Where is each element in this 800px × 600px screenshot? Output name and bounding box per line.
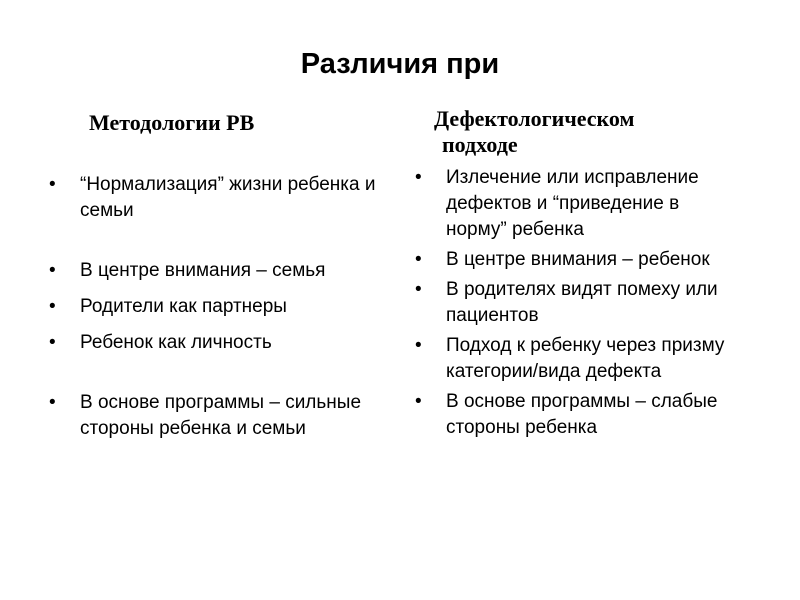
list-item-text: В центре внимания – ребенок — [446, 249, 710, 270]
slide-title: Различия при — [300, 48, 500, 80]
list-item-text: Излечение или исправление дефектов и “приведение в норму” ребенка — [446, 167, 699, 240]
list-item — [413, 277, 743, 329]
right-heading-line1: Дефектологическом — [434, 106, 635, 131]
list-item-text: В центре внимания – семья — [80, 260, 326, 281]
bullet-icon: • — [415, 249, 422, 270]
list-item — [413, 247, 743, 273]
list-item-text: В родителях видят помеху или пациентов — [446, 279, 718, 326]
list-item-text: “Нормализация” жизни ребенка и семьи — [80, 174, 376, 221]
list-item — [47, 258, 387, 284]
list-item — [413, 389, 743, 441]
list-item — [413, 165, 743, 243]
bullet-icon: • — [49, 332, 56, 353]
list-item — [47, 390, 387, 442]
bullet-icon: • — [49, 174, 56, 195]
bullet-icon: • — [415, 279, 422, 300]
list-item-text: В основе программы – сильные стороны ребенка и семьи — [80, 392, 362, 439]
right-heading-line2: подходе — [442, 132, 518, 157]
bullet-icon: • — [49, 260, 56, 281]
bullet-icon: • — [49, 392, 56, 413]
list-item-text: Подход к ребенку через призму категории/вида дефекта — [446, 335, 725, 382]
list-item — [413, 333, 743, 385]
right-column-heading — [434, 106, 734, 158]
right-bullet-list — [413, 165, 743, 445]
list-item — [47, 294, 387, 320]
left-bullet-list — [47, 172, 387, 452]
list-item-text: В основе программы – слабые стороны ребенка — [446, 391, 718, 438]
bullet-icon: • — [415, 335, 422, 356]
bullet-icon: • — [49, 296, 56, 317]
left-column-heading: Методологии РВ — [89, 110, 255, 135]
bullet-icon: • — [415, 391, 422, 412]
bullet-icon: • — [415, 167, 422, 188]
list-item — [47, 330, 387, 356]
list-item — [47, 172, 387, 224]
list-item-text: Ребенок как личность — [80, 332, 272, 353]
list-item-text: Родители как партнеры — [80, 296, 287, 317]
